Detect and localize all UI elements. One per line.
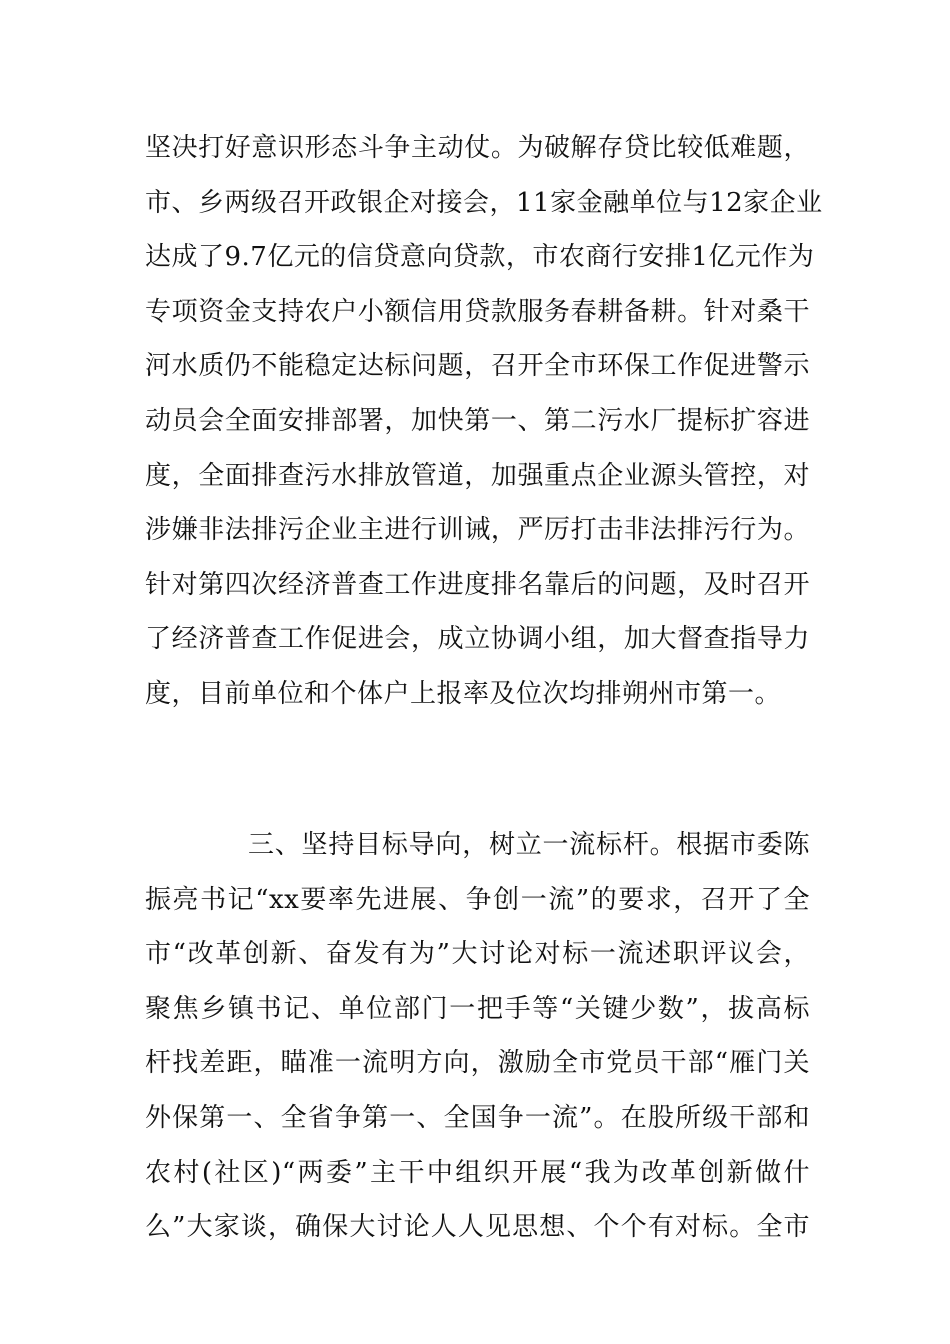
paragraph-financial-environment-census	[145, 121, 823, 722]
text-line: 市“改革创新、奋发有为”大讨论对标一流述职评议会，	[145, 939, 810, 970]
paragraph-section-three-goal-orientation	[145, 818, 810, 1255]
text-line: 杆找差距，瞄准一流明方向，激励全市党员干部“雁门关	[145, 1048, 810, 1079]
text-line: 了经济普查工作促进会，成立协调小组，加大督查指导力	[145, 624, 810, 655]
text-line: 度，全面排查污水排放管道，加强重点企业源头管控，对	[145, 460, 810, 491]
text-line: 专项资金支持农户小额信用贷款服务春耕备耕。针对桑干	[145, 296, 810, 327]
section-heading-line: 三、坚持目标导向，树立一流标杆。根据市委陈	[248, 830, 810, 860]
text-line: 河水质仍不能稳定达标问题，召开全市环保工作促进警示	[145, 351, 810, 382]
text-line: 么”大家谈，确保大讨论人人见思想、个个有对标。全市	[145, 1212, 810, 1243]
text-line: 度，目前单位和个体户上报率及位次均排朔州市第一。	[145, 678, 782, 709]
text-line: 针对第四次经济普查工作进度排名靠后的问题，及时召开	[145, 569, 810, 600]
text-line: 涉嫌非法排污企业主进行训诫，严厉打击非法排污行为。	[145, 515, 810, 546]
text-line: 达成了9.7亿元的信贷意向贷款，市农商行安排1亿元作为	[145, 242, 815, 273]
text-line: 市、乡两级召开政银企对接会，11家金融单位与12家企业	[145, 187, 823, 218]
text-line: 振亮书记“xx要率先进展、争创一流”的要求，召开了全	[145, 884, 810, 915]
text-line: 聚焦乡镇书记、单位部门一把手等“关键少数”，拔高标	[145, 993, 810, 1024]
text-line: 农村(社区)“两委”主干中组织开展“我为改革创新做什	[145, 1157, 810, 1188]
text-line: 外保第一、全省争第一、全国争一流”。在股所级干部和	[145, 1102, 810, 1133]
text-line: 动员会全面安排部署，加快第一、第二污水厂提标扩容进	[145, 405, 810, 436]
text-line: 坚决打好意识形态斗争主动仗。为破解存贷比较低难题，	[145, 133, 810, 163]
